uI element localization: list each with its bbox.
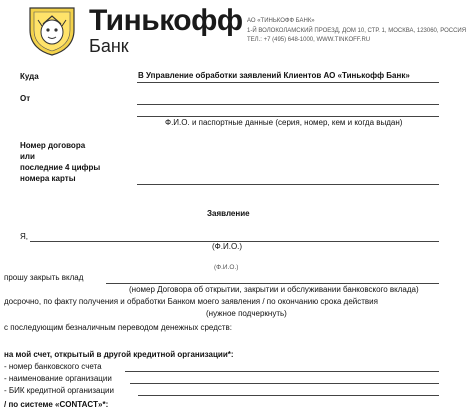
bank-name-line[interactable] [130,383,439,384]
contract-label-2: или [20,152,35,161]
underline-hint: (нужное подчеркнуть) [206,309,287,318]
contract-label-4: номера карты [20,174,76,183]
close-deposit-text: прошу закрыть вклад [4,273,84,282]
contact-system-label: / по системе «CONTACT»*: [4,400,109,409]
contact-line: 1-Й ВОЛОКОЛАМСКИЙ ПРОЕЗД, ДОМ 10, СТР. 1, МОСКВА, 123060, РОССИЯ [247,27,467,34]
account-number-line[interactable] [125,371,439,372]
contract-label-1: Номер договора [20,141,86,150]
contract-field-line[interactable] [137,184,439,185]
contract-hint: (номер Договора об открытии, закрытии и обслуживании банковского вклада) [129,285,419,294]
brand-name: Тинькофф [89,4,243,37]
i-label: Я, [20,232,28,241]
bank-name-label: - наименование организации [4,374,112,383]
from-hint: Ф.И.О. и паспортные данные (серия, номер, кем и когда выдан) [165,118,403,127]
from-field-line-2[interactable] [137,116,439,117]
fio-hint-cut: (Ф.И.О.) [214,264,239,271]
bik-label: - БИК кредитной организации [4,386,114,395]
bank-contacts [247,17,466,46]
from-label: От [20,94,31,103]
fio-hint: (Ф.И.О.) [212,242,243,251]
bik-line[interactable] [138,395,439,396]
contact-line: ТЕЛ.: +7 (495) 648-1000, WWW.TINKOFF.RU [247,37,371,43]
contact-line: АО «ТИНЬКОФФ БАНК» [247,18,315,24]
my-account-heading: на мой счет, открытый в другой кредитной организации*: [4,350,234,359]
account-number-label: - номер банковского счета [4,362,102,371]
to-underline [137,82,439,83]
deposit-contract-line[interactable] [106,283,439,284]
from-field-line-1[interactable] [137,104,439,105]
to-label: Куда [20,72,39,81]
contract-label-3: последние 4 цифры [20,163,101,172]
to-value: В Управление обработки заявлений Клиентов АО «Тинькофф Банк» [138,71,410,80]
transfer-text: с последующим безналичным переводом денежных средств: [4,323,232,332]
document-title: Заявление [207,209,250,218]
tinkoff-logo-icon [28,6,76,56]
brand-sub: Банк [89,36,129,56]
early-closure-text: досрочно, по факту получения и обработки Банком моего заявления / по окончанию срока действия [4,297,378,306]
